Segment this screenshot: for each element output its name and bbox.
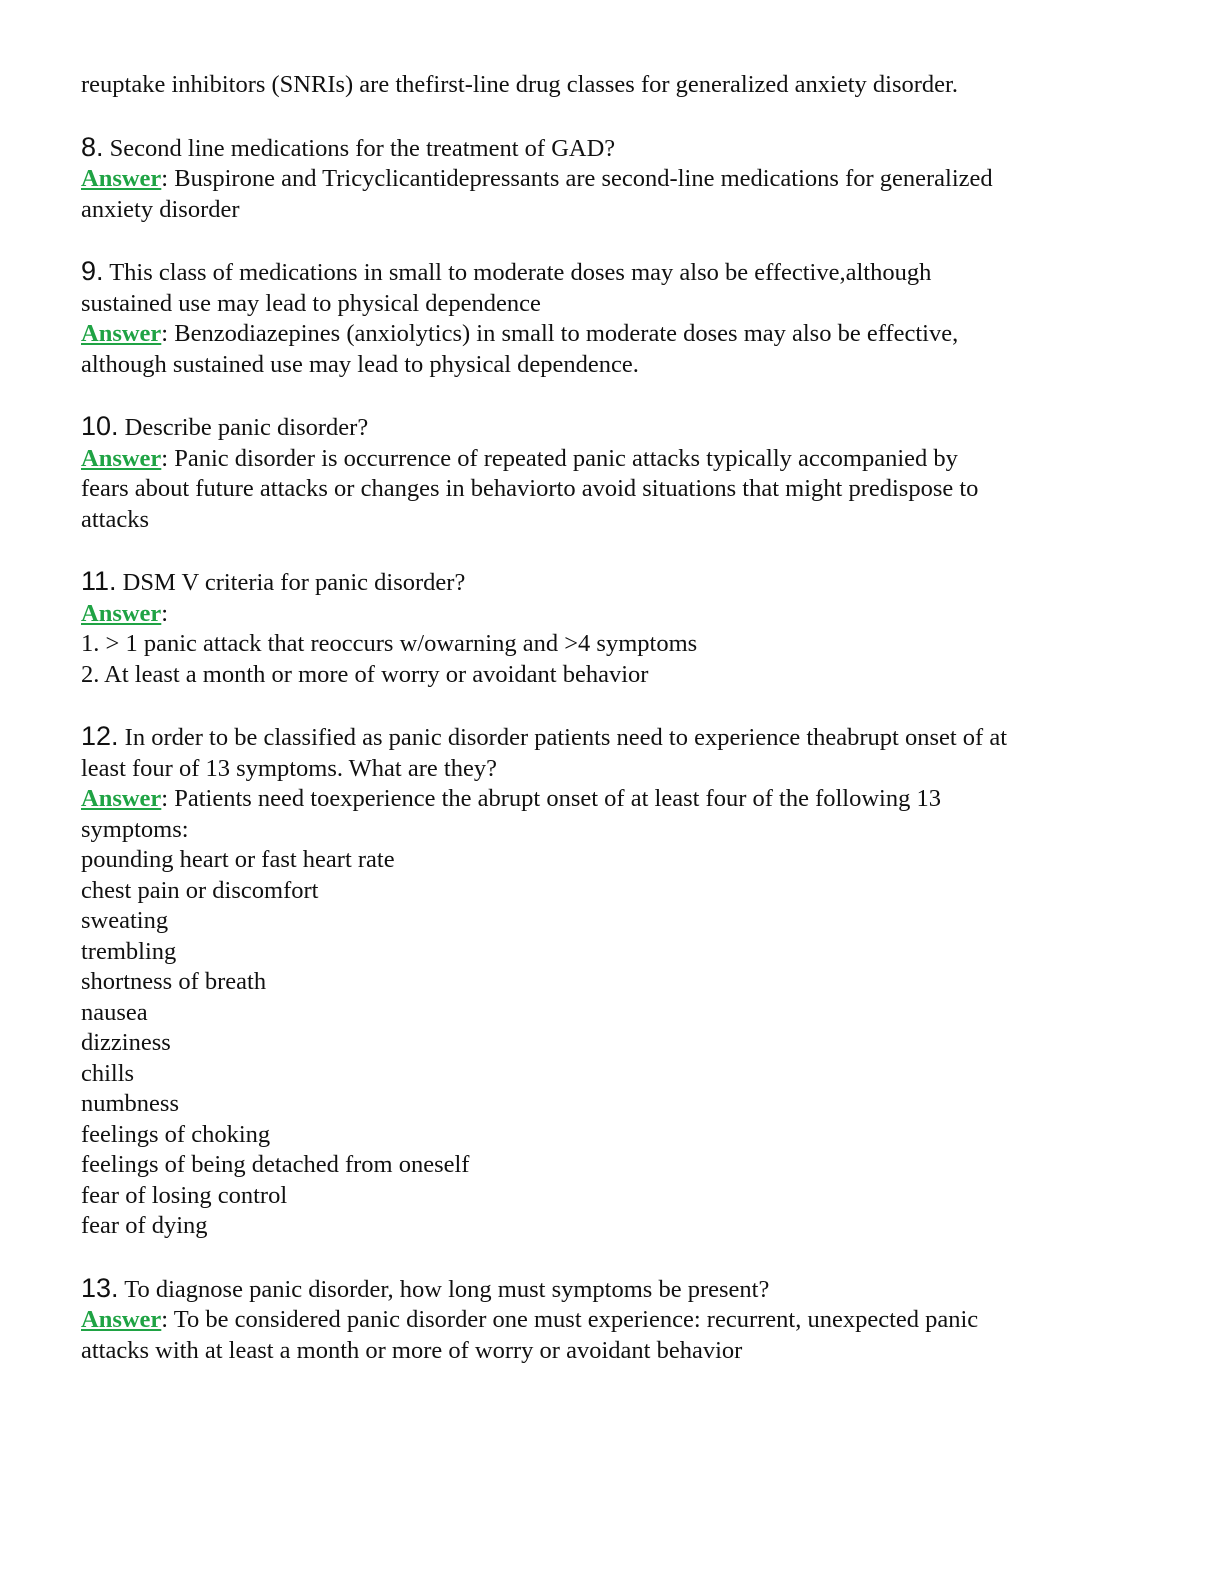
answer-text: : Benzodiazepines (anxiolytics) in small to moderate doses may also be effective,	[161, 320, 959, 347]
question-number: 11.	[81, 566, 117, 596]
question-text: In order to be classified as panic disorder patients need to experience theabrupt onset of at	[118, 724, 1008, 751]
question-line	[81, 1273, 1151, 1306]
question-line	[81, 256, 1151, 289]
answer-line	[81, 195, 1151, 226]
answer-line	[81, 505, 1151, 536]
list-item: feelings of choking	[81, 1120, 271, 1148]
list-item: numbness	[81, 1090, 179, 1117]
list-item: fear of dying	[81, 1212, 208, 1239]
answer-line	[81, 350, 1151, 381]
question-number: 12.	[81, 721, 119, 751]
answer-line	[81, 444, 1151, 475]
list-item: feelings of being detached from oneself	[81, 1151, 470, 1178]
question-block-9	[81, 256, 1151, 380]
list-item: nausea	[81, 998, 148, 1026]
answer-label: Answer	[81, 1306, 162, 1333]
answer-line	[81, 319, 1151, 350]
answer-line	[81, 164, 1151, 195]
list-item: dizziness	[81, 1029, 171, 1056]
question-text: DSM V criteria for panic disorder?	[116, 569, 466, 596]
question-block-13	[81, 1273, 1151, 1367]
answer-text: although sustained use may lead to physical dependence.	[81, 350, 639, 378]
list-item: 1. > 1 panic attack that reoccurs w/owarning and >4 symptoms	[81, 630, 698, 657]
qa-list	[81, 132, 1151, 1367]
answer-line	[81, 815, 1151, 846]
question-line	[81, 132, 1151, 165]
question-text: Second line medications for the treatment of GAD?	[103, 134, 616, 162]
list-item: shortness of breath	[81, 968, 267, 995]
question-block-8	[81, 132, 1151, 226]
list-item: sweating	[81, 907, 169, 934]
answer-text: : To be considered panic disorder one must experience: recurrent, unexpected panic	[161, 1306, 979, 1333]
list-item: fear of losing control	[81, 1181, 288, 1209]
list-item: pounding heart or fast heart rate	[81, 846, 395, 873]
question-block-11	[81, 566, 1151, 690]
answer-line	[81, 599, 1151, 630]
answer-text: : Patients need toexperience the abrupt onset of at least four of the following 13	[161, 785, 941, 812]
question-number: 10.	[81, 411, 119, 441]
intro-line: reuptake inhibitors (SNRIs) are thefirst-line drug classes for generalized anxiety disorder.	[81, 71, 958, 98]
answer-text: attacks with at least a month or more of worry or avoidant behavior	[81, 1336, 743, 1364]
question-block-12	[81, 721, 1151, 1242]
list-item: chills	[81, 1059, 135, 1087]
answer-label: Answer	[81, 599, 162, 627]
answer-text: anxiety disorder	[81, 195, 240, 223]
answer-label: Answer	[81, 165, 162, 192]
list-item: 2. At least a month or more of worry or avoidant behavior	[81, 660, 649, 688]
answer-text: : Panic disorder is occurrence of repeated panic attacks typically accompanied by	[161, 444, 958, 472]
answer-line	[81, 784, 1151, 815]
question-text: sustained use may lead to physical dependence	[81, 289, 541, 317]
answer-label: Answer	[81, 444, 162, 472]
list-item: chest pain or discomfort	[81, 876, 319, 904]
answer-line	[81, 1305, 1151, 1336]
question-line	[81, 721, 1151, 754]
question-block-10	[81, 411, 1151, 535]
question-number: 13.	[81, 1272, 119, 1303]
answer-text: :	[161, 599, 169, 627]
answer-label: Answer	[81, 785, 162, 812]
question-line	[81, 289, 1151, 320]
list-item: trembling	[81, 937, 177, 965]
document-page	[81, 70, 1151, 1366]
answer-label: Answer	[81, 320, 162, 347]
question-line	[81, 566, 1151, 599]
answer-text: fears about future attacks or changes in behaviorto avoid situations that might predispose to	[81, 475, 979, 502]
question-number: 8.	[81, 131, 104, 162]
question-text: To diagnose panic disorder, how long must symptoms be present?	[118, 1275, 770, 1303]
question-line	[81, 754, 1151, 785]
question-line	[81, 411, 1151, 444]
answer-text: attacks	[81, 505, 150, 533]
question-text: Describe panic disorder?	[118, 414, 369, 441]
answer-line	[81, 474, 1151, 505]
question-text: least four of 13 symptoms. What are they?	[81, 754, 497, 782]
question-text: This class of medications in small to moderate doses may also be effective,although	[103, 259, 932, 286]
question-number: 9.	[81, 256, 104, 286]
answer-text: symptoms:	[81, 815, 189, 843]
answer-line	[81, 1336, 1151, 1367]
answer-text: : Buspirone and Tricyclicantidepressants are second-line medications for generalized	[161, 165, 993, 192]
